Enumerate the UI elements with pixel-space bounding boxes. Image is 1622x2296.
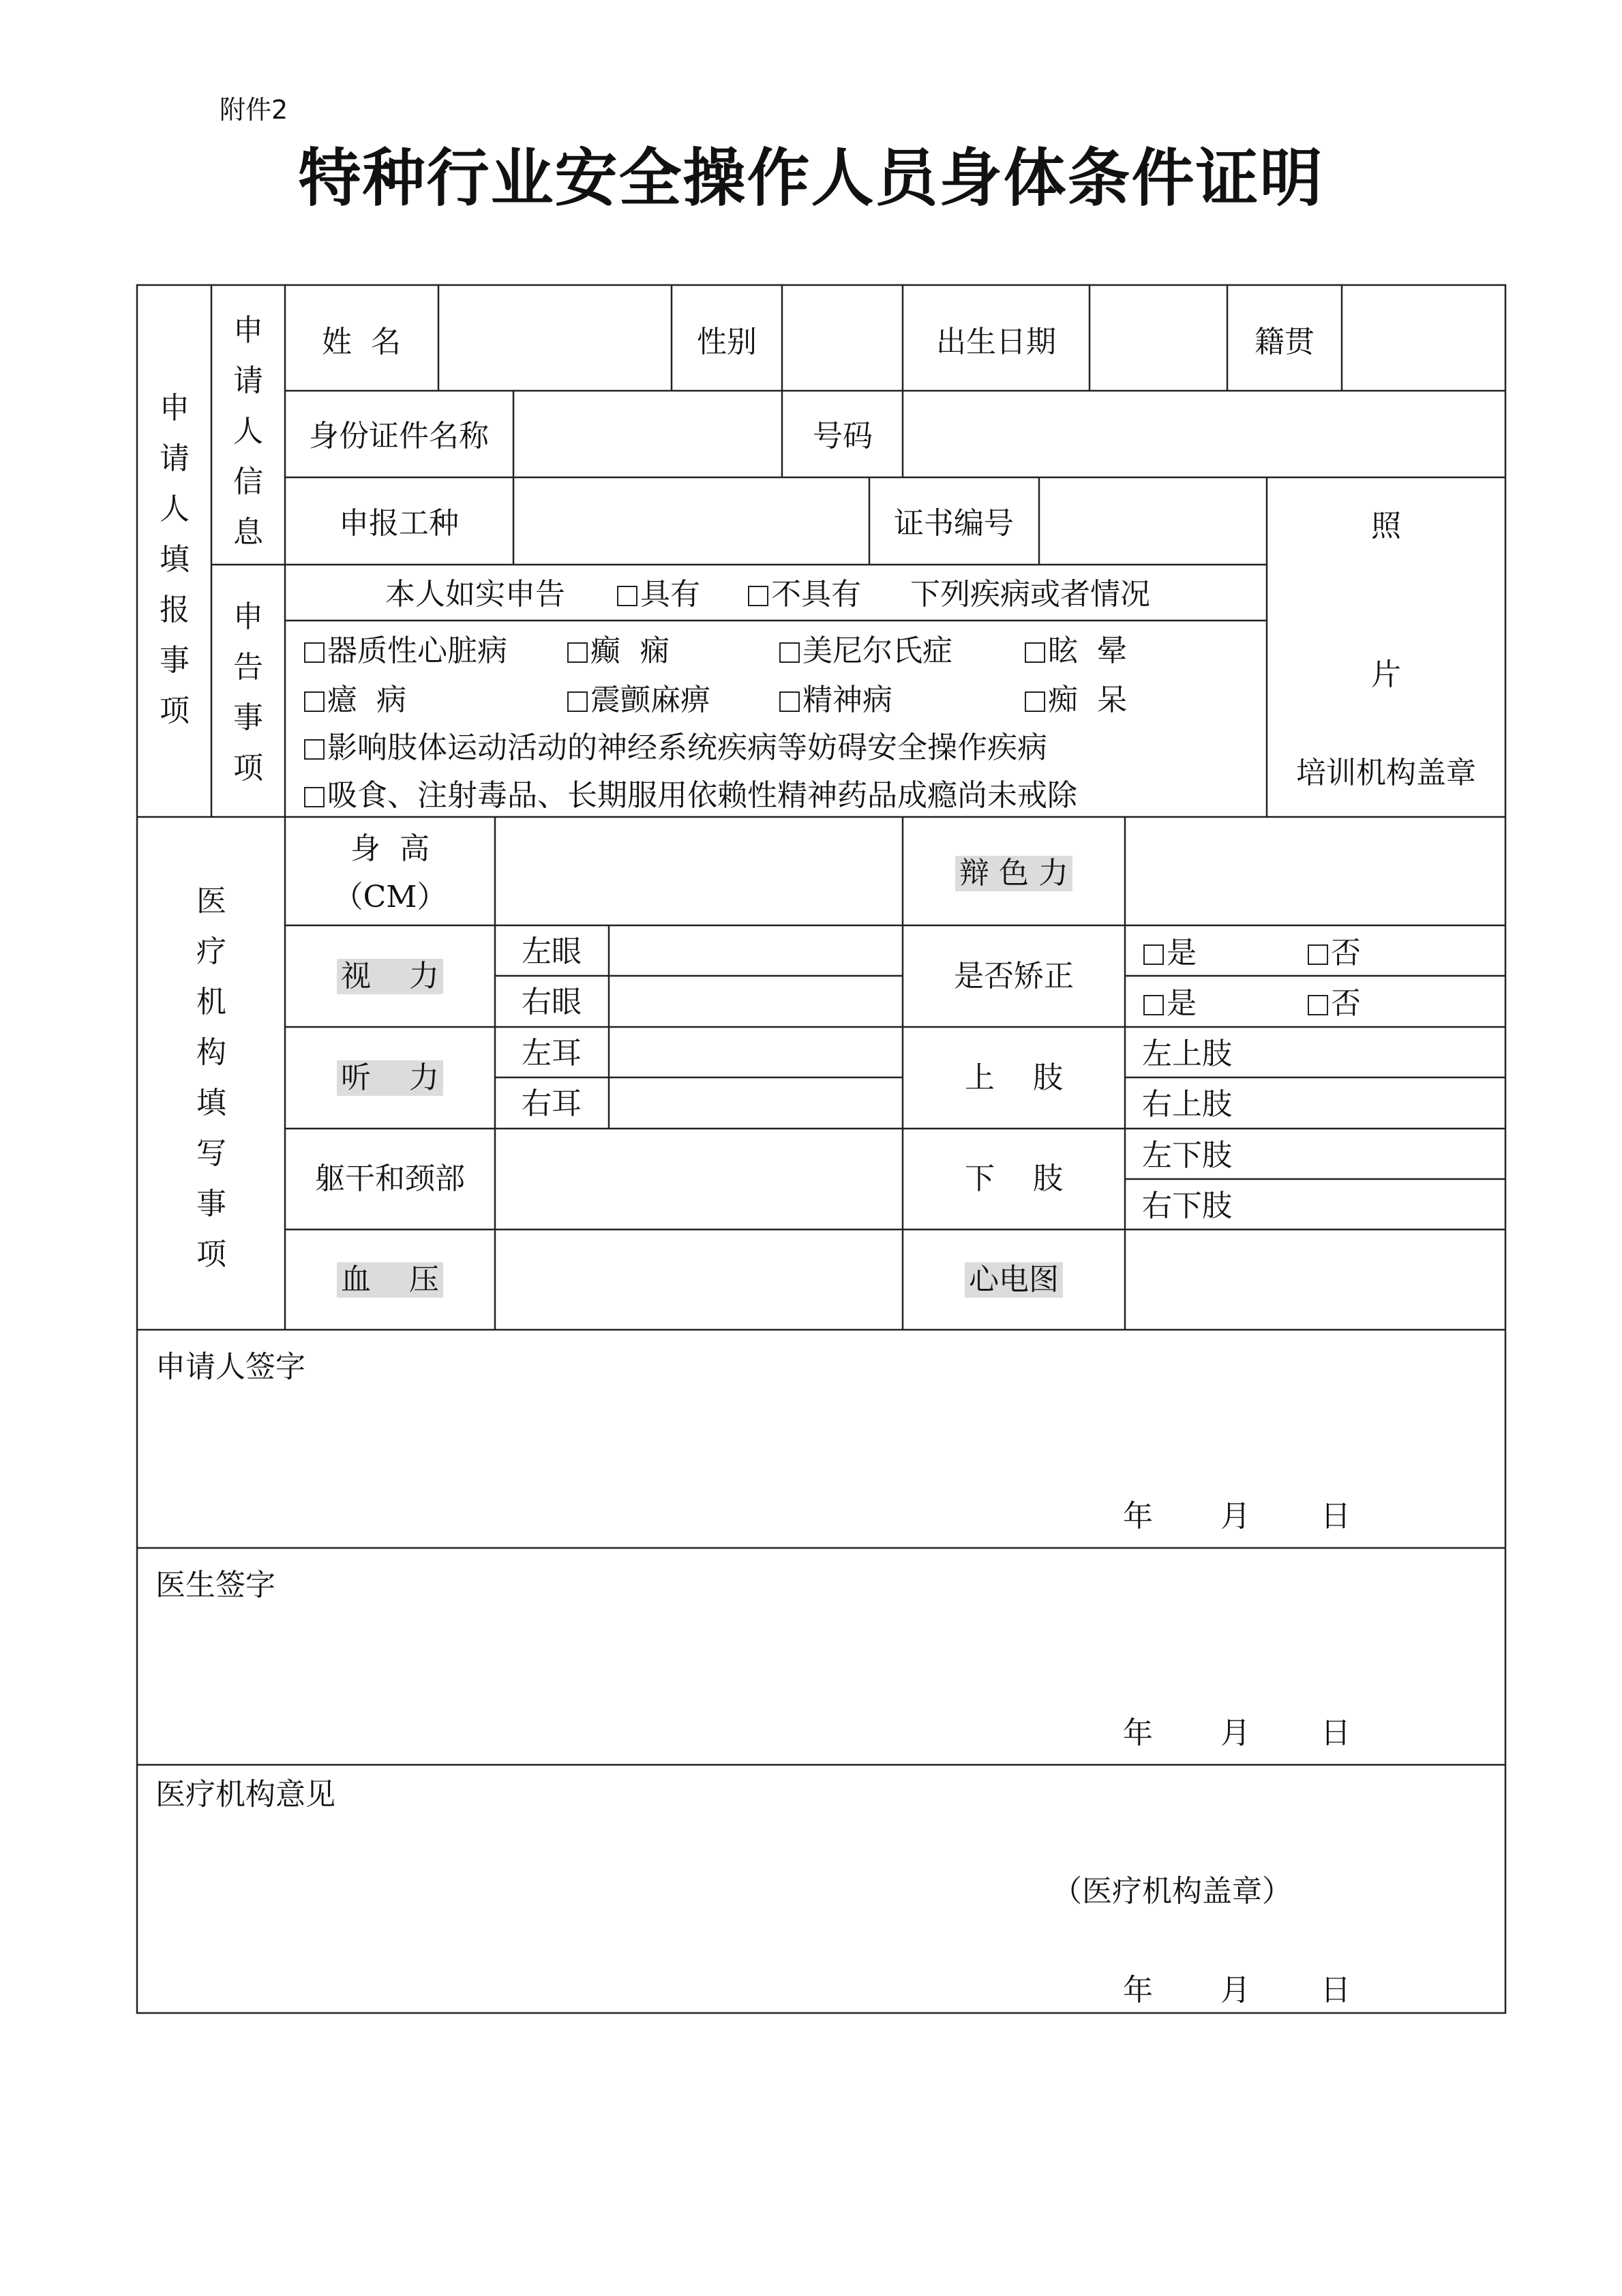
condition-checkbox[interactable]: 器质性心脏病 bbox=[304, 636, 507, 666]
date-month-label: 月 bbox=[1220, 1973, 1250, 2008]
not-has-checkbox[interactable]: 不具有 bbox=[748, 580, 861, 610]
name-label: 姓 名 bbox=[322, 325, 401, 359]
left-eye-corrected-yes[interactable]: 是 bbox=[1143, 938, 1197, 968]
condition-checkbox[interactable]: 美尼尔氏症 bbox=[779, 636, 952, 666]
applicant-section-label: 申请人填报事项 bbox=[160, 391, 190, 728]
left-ear-label: 左耳 bbox=[522, 1036, 582, 1071]
photo-label-1: 照 bbox=[1371, 509, 1401, 543]
checkbox-icon bbox=[567, 691, 588, 712]
institution-opinion-label: 医疗机构意见 bbox=[155, 1777, 335, 1812]
checkbox-icon bbox=[779, 642, 800, 663]
doctor-signature-label: 医生签字 bbox=[155, 1568, 275, 1602]
left-eye-label: 左眼 bbox=[522, 934, 582, 969]
trunk-neck-label: 躯干和颈部 bbox=[315, 1161, 465, 1196]
ecg-label: 心电图 bbox=[965, 1262, 1063, 1298]
date-month-label: 月 bbox=[1220, 1499, 1250, 1534]
condition-checkbox[interactable]: 震颤麻痹 bbox=[567, 685, 710, 715]
checkbox-icon bbox=[1143, 995, 1164, 1015]
upper-limb-label: 上 肢 bbox=[965, 1060, 1063, 1095]
id-doc-name-label: 身份证件名称 bbox=[309, 419, 489, 453]
checkbox-icon bbox=[567, 642, 588, 663]
date-year-label: 年 bbox=[1123, 1499, 1153, 1534]
lower-limb-label: 下 肢 bbox=[965, 1161, 1063, 1196]
right-lower-limb-label: 右下肢 bbox=[1142, 1189, 1232, 1223]
checkbox-icon bbox=[617, 586, 637, 606]
medical-section-label: 医疗机构填写事项 bbox=[196, 884, 226, 1272]
height-label: 身 高 bbox=[350, 831, 430, 866]
declaration-statement: 本人如实申告 bbox=[385, 577, 565, 612]
checkbox-icon bbox=[304, 739, 325, 760]
certificate-no-label: 证书编号 bbox=[894, 506, 1014, 541]
date-year-label: 年 bbox=[1123, 1973, 1153, 2008]
checkbox-icon bbox=[304, 691, 325, 712]
condition-checkbox-neuro[interactable]: 影响肢体运动活动的神经系统疾病等妨碍安全操作疾病 bbox=[304, 733, 1047, 763]
right-eye-label: 右眼 bbox=[522, 985, 582, 1019]
job-type-label: 申报工种 bbox=[339, 506, 459, 541]
declaration-heading: 申告事项 bbox=[233, 599, 263, 786]
right-ear-label: 右耳 bbox=[522, 1086, 582, 1121]
right-eye-corrected-no[interactable]: 否 bbox=[1308, 989, 1361, 1019]
date-day-label: 日 bbox=[1321, 1499, 1351, 1534]
declaration-statement-tail: 下列疾病或者情况 bbox=[910, 577, 1150, 612]
applicant-info-heading: 申请人信息 bbox=[233, 313, 263, 550]
gender-label: 性别 bbox=[697, 325, 757, 359]
right-upper-limb-label: 右上肢 bbox=[1142, 1087, 1232, 1122]
right-eye-corrected-yes[interactable]: 是 bbox=[1143, 989, 1197, 1019]
date-month-label: 月 bbox=[1220, 1716, 1250, 1750]
hearing-label: 听 力 bbox=[337, 1060, 443, 1096]
condition-checkbox[interactable]: 癔 病 bbox=[304, 685, 406, 715]
photo-label-2: 片 bbox=[1371, 657, 1401, 692]
applicant-signature-label: 申请人签字 bbox=[155, 1350, 305, 1384]
checkbox-icon bbox=[1143, 944, 1164, 965]
condition-checkbox-drugs[interactable]: 吸食、注射毒品、长期服用依赖性精神药品成瘾尚未戒除 bbox=[304, 781, 1077, 811]
blood-pressure-label: 血 压 bbox=[337, 1262, 443, 1298]
checkbox-icon bbox=[1308, 995, 1328, 1015]
id-number-label: 号码 bbox=[813, 419, 873, 453]
checkbox-icon bbox=[1308, 944, 1328, 965]
corrected-label: 是否矫正 bbox=[954, 959, 1074, 994]
checkbox-icon bbox=[1025, 691, 1045, 712]
page-title: 特种行业安全操作人员身体条件证明 bbox=[298, 142, 1324, 215]
condition-checkbox[interactable]: 癫 痫 bbox=[567, 636, 670, 666]
attachment-label: 附件2 bbox=[220, 95, 288, 125]
left-lower-limb-label: 左下肢 bbox=[1142, 1138, 1232, 1173]
photo-stamp-label: 培训机构盖章 bbox=[1296, 756, 1476, 790]
birth-date-label: 出生日期 bbox=[936, 325, 1056, 359]
institution-stamp-label: （医疗机构盖章） bbox=[1052, 1874, 1292, 1909]
condition-checkbox[interactable]: 眩 晕 bbox=[1025, 636, 1127, 666]
has-checkbox[interactable]: 具有 bbox=[617, 580, 700, 610]
height-unit-label: （CM） bbox=[333, 880, 447, 914]
date-year-label: 年 bbox=[1123, 1716, 1153, 1750]
color-vision-label: 辩 色 力 bbox=[955, 856, 1072, 891]
date-day-label: 日 bbox=[1321, 1716, 1351, 1750]
condition-checkbox[interactable]: 痴 呆 bbox=[1025, 685, 1127, 715]
left-eye-corrected-no[interactable]: 否 bbox=[1308, 938, 1361, 968]
checkbox-icon bbox=[1025, 642, 1045, 663]
condition-checkbox[interactable]: 精神病 bbox=[779, 685, 892, 715]
checkbox-icon bbox=[748, 586, 768, 606]
native-place-label: 籍贯 bbox=[1255, 325, 1315, 359]
checkbox-icon bbox=[304, 787, 325, 807]
checkbox-icon bbox=[304, 642, 325, 663]
vision-label: 视 力 bbox=[337, 959, 443, 994]
checkbox-icon bbox=[779, 691, 800, 712]
left-upper-limb-label: 左上肢 bbox=[1142, 1037, 1232, 1071]
date-day-label: 日 bbox=[1321, 1973, 1351, 2008]
